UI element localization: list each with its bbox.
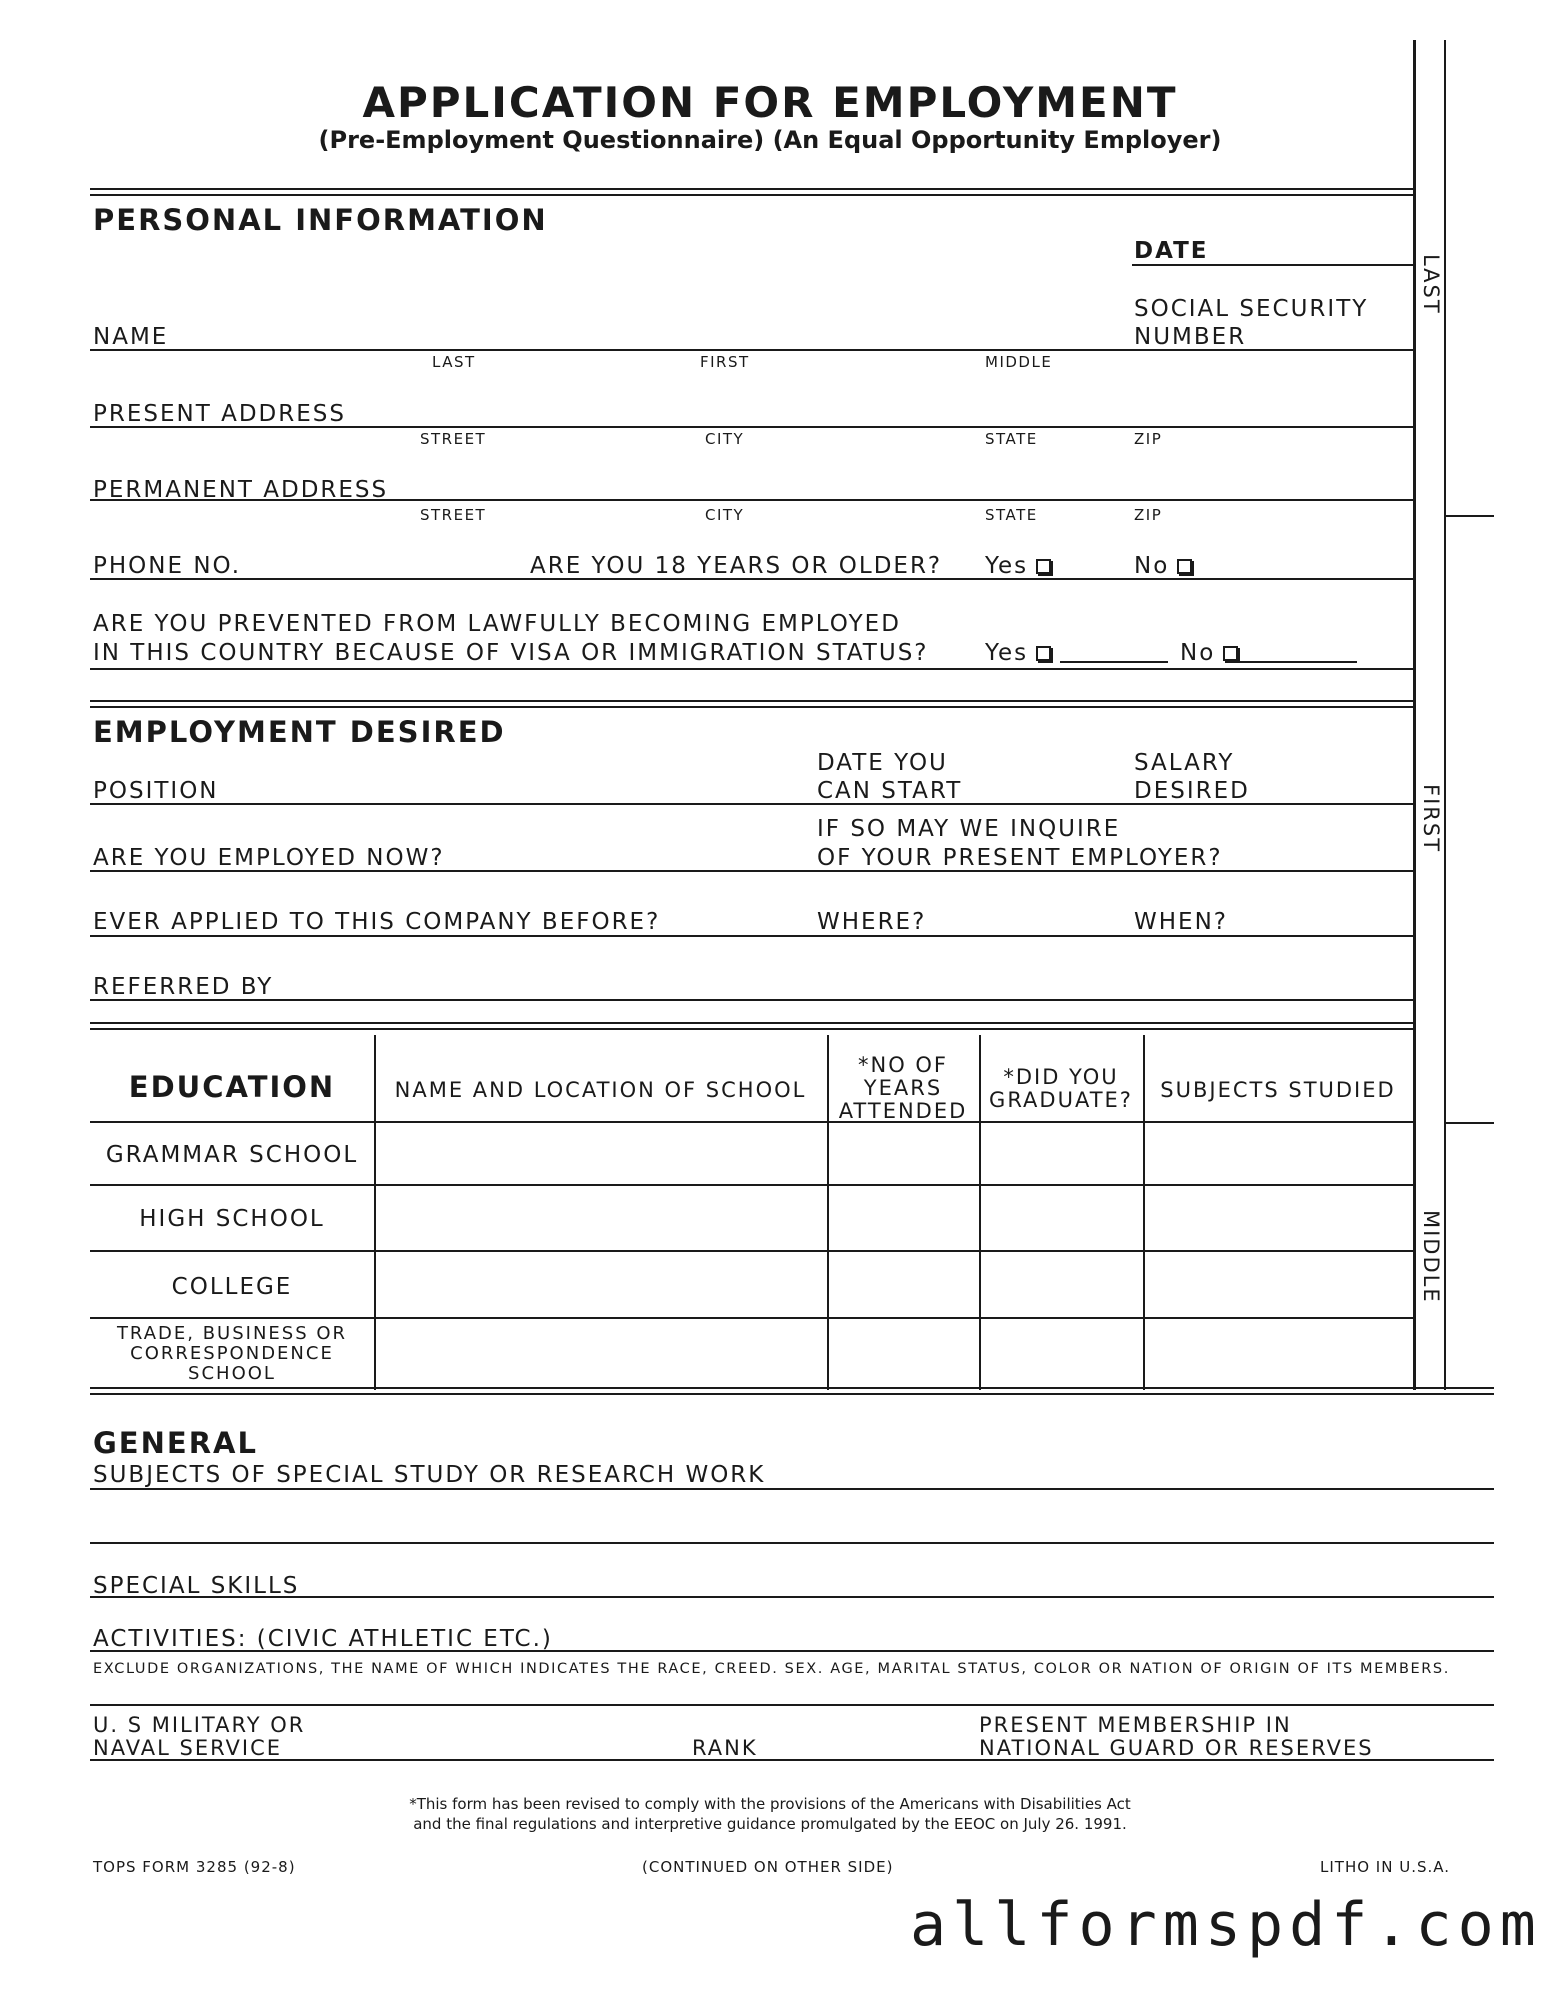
section-rule — [90, 700, 1413, 702]
ada-note — [300, 1794, 1240, 1834]
edu-col-graduate — [979, 1066, 1143, 1112]
age-no-option[interactable] — [1134, 555, 1192, 578]
section-rule — [90, 1028, 1413, 1030]
addr-sub-street: STREET — [420, 430, 487, 448]
edu-row-trade-1: TRADE, BUSINESS OR — [116, 1323, 348, 1344]
side-tab-last: LAST — [1419, 254, 1443, 315]
side-tab-first: FIRST — [1419, 784, 1443, 854]
rank-label: RANK — [692, 1736, 758, 1760]
form-number: TOPS FORM 3285 (92-8) — [93, 1858, 296, 1876]
general-heading: GENERAL — [93, 1426, 258, 1460]
start-date-label-2: CAN START — [817, 778, 963, 804]
edu-col-school: NAME AND LOCATION OF SCHOOL — [394, 1078, 807, 1102]
right-border-line — [1413, 40, 1416, 1390]
age-question: ARE YOU 18 YEARS OR OLDER? — [530, 553, 943, 579]
employed-now-field-line[interactable] — [90, 870, 1413, 872]
name-field-line[interactable] — [90, 349, 1413, 351]
inquire-label: IF SO MAY WE INQUIRE — [817, 816, 1121, 842]
visa-field-line — [90, 668, 1413, 670]
watermark-text: allformspdf.com — [910, 1890, 1542, 1960]
perm-sub-street: STREET — [420, 506, 487, 524]
addr-sub-city: CITY — [705, 430, 745, 448]
guard-label: PRESENT MEMBERSHIP IN — [979, 1713, 1292, 1737]
salary-label: SALARY — [1134, 750, 1235, 776]
side-tab-middle: MIDDLE — [1419, 1210, 1443, 1304]
form-subtitle: (Pre-Employment Questionnaire) (An Equal Opportunity Employer) — [318, 126, 1222, 154]
ada-note-1: *This form has been revised to comply with the provisions of the Americans with Disabilities Act — [409, 1795, 1131, 1813]
inquire-label-2: OF YOUR PRESENT EMPLOYER? — [817, 845, 1223, 871]
edu-col-years-3: ATTENDED — [838, 1099, 968, 1123]
section-rule — [90, 188, 1413, 190]
ssn-label-2: NUMBER — [1134, 324, 1247, 350]
guard-label-2: NATIONAL GUARD OR RESERVES — [979, 1736, 1374, 1760]
edu-row-trade-2: CORRESPONDENCE — [130, 1343, 334, 1364]
when-label: WHEN? — [1134, 909, 1228, 935]
position-field-line[interactable] — [90, 803, 1413, 805]
position-label: POSITION — [93, 778, 219, 804]
section-rule — [90, 706, 1413, 708]
exclude-note: EXCLUDE ORGANIZATIONS, THE NAME OF WHICH INDICATES THE RACE, CREED. SEX. AGE, MARITAL STATUS, COLOR OR NATION OF ORIGIN OF ITS MEMBERS. — [93, 1661, 1450, 1677]
start-date-label: DATE YOU — [817, 750, 948, 776]
addr-sub-state: STATE — [985, 430, 1038, 448]
edu-col-graduate-1: *DID YOU — [1003, 1065, 1119, 1089]
age-yes-checkbox[interactable] — [1036, 559, 1051, 574]
personal-info-heading: PERSONAL INFORMATION — [93, 203, 548, 237]
referred-by-label: REFERRED BY — [93, 974, 274, 1000]
activities-field-line[interactable] — [90, 1650, 1494, 1652]
permanent-address-label: PERMANENT ADDRESS — [93, 477, 389, 503]
edu-col-graduate-2: GRADUATE? — [989, 1088, 1133, 1112]
edu-table-bottom — [90, 1387, 1494, 1389]
perm-sub-zip: ZIP — [1134, 506, 1163, 524]
military-field-line[interactable] — [90, 1759, 1494, 1761]
form-title: APPLICATION FOR EMPLOYMENT — [362, 78, 1178, 127]
applied-before-field-line[interactable] — [90, 935, 1413, 937]
side-tab-divider — [1444, 1122, 1494, 1124]
edu-row-grammar: GRAMMAR SCHOOL — [105, 1142, 359, 1168]
special-skills-label: SPECIAL SKILLS — [93, 1573, 300, 1599]
applied-before-label: EVER APPLIED TO THIS COMPANY BEFORE? — [93, 909, 661, 935]
present-address-label: PRESENT ADDRESS — [93, 401, 346, 427]
visa-yes-checkbox[interactable] — [1036, 646, 1051, 661]
military-label-2: NAVAL SERVICE — [93, 1736, 283, 1760]
special-study-field-line[interactable] — [90, 1488, 1494, 1490]
edu-col-years-1: *NO OF — [857, 1053, 949, 1077]
phone-label: PHONE NO. — [93, 553, 242, 579]
edu-row-line — [90, 1121, 1413, 1123]
education-heading: EDUCATION — [128, 1070, 336, 1104]
side-tab-line — [1444, 40, 1446, 1390]
visa-no-label: No — [1180, 640, 1216, 666]
edu-col-subjects: SUBJECTS STUDIED — [1160, 1078, 1396, 1102]
date-field-line[interactable] — [1132, 264, 1413, 266]
visa-yes-label: Yes — [985, 640, 1029, 666]
military-label: U. S MILITARY OR — [93, 1713, 306, 1737]
edu-row-line — [90, 1184, 1413, 1186]
employment-desired-heading: EMPLOYMENT DESIRED — [93, 715, 506, 749]
name-sub-last: LAST — [432, 353, 476, 371]
special-study-field-line-2[interactable] — [90, 1542, 1494, 1544]
activities-label: ACTIVITIES: (CIVIC ATHLETIC ETC.) — [93, 1626, 553, 1652]
section-rule — [90, 1393, 1494, 1395]
edu-row-trade-3: SCHOOL — [188, 1363, 276, 1384]
name-sub-middle: MIDDLE — [985, 353, 1053, 371]
side-tab-divider — [1444, 515, 1494, 517]
age-no-label: No — [1134, 553, 1170, 579]
section-rule — [90, 1022, 1413, 1024]
salary-label-2: DESIRED — [1134, 778, 1250, 804]
perm-sub-state: STATE — [985, 506, 1038, 524]
edu-row-high-school: HIGH SCHOOL — [139, 1206, 325, 1232]
continued-note: (CONTINUED ON OTHER SIDE) — [642, 1858, 894, 1876]
visa-yes-option[interactable] — [985, 642, 1051, 665]
permanent-address-field-line[interactable] — [90, 499, 1413, 501]
edu-row-line — [90, 1317, 1413, 1319]
special-study-label: SUBJECTS OF SPECIAL STUDY OR RESEARCH WORK — [93, 1462, 766, 1488]
present-address-field-line[interactable] — [90, 426, 1413, 428]
age-no-checkbox[interactable] — [1177, 559, 1192, 574]
visa-no-line[interactable] — [1240, 661, 1357, 663]
visa-no-option[interactable] — [1180, 642, 1238, 665]
section-rule — [90, 194, 1413, 196]
edu-col-years — [827, 1054, 979, 1123]
addr-sub-zip: ZIP — [1134, 430, 1163, 448]
ada-note-2: and the final regulations and interpretive guidance promulgated by the EEOC on July 26. 1991. — [413, 1815, 1127, 1833]
special-skills-field-line[interactable] — [90, 1596, 1494, 1598]
date-label: DATE — [1134, 238, 1209, 264]
visa-question-line2: IN THIS COUNTRY BECAUSE OF VISA OR IMMIGRATION STATUS? — [93, 640, 929, 666]
visa-question-line1: ARE YOU PREVENTED FROM LAWFULLY BECOMING EMPLOYED — [93, 611, 901, 637]
exclude-note-line — [90, 1704, 1494, 1706]
edu-row-college: COLLEGE — [171, 1274, 293, 1300]
phone-field-line[interactable] — [90, 578, 1413, 580]
name-label: NAME — [93, 324, 169, 350]
edu-row-line — [90, 1250, 1413, 1252]
visa-yes-line[interactable] — [1060, 661, 1168, 663]
ssn-label: SOCIAL SECURITY — [1134, 296, 1369, 322]
age-yes-option[interactable] — [985, 555, 1051, 578]
name-sub-first: FIRST — [700, 353, 750, 371]
litho-note: LITHO IN U.S.A. — [1320, 1858, 1451, 1876]
where-label: WHERE? — [817, 909, 927, 935]
referred-by-field-line[interactable] — [90, 999, 1413, 1001]
age-yes-label: Yes — [985, 553, 1029, 579]
employed-now-label: ARE YOU EMPLOYED NOW? — [93, 845, 445, 871]
edu-row-trade — [90, 1324, 374, 1384]
visa-no-checkbox[interactable] — [1223, 646, 1238, 661]
perm-sub-city: CITY — [705, 506, 745, 524]
edu-col-years-2: YEARS — [863, 1076, 943, 1100]
